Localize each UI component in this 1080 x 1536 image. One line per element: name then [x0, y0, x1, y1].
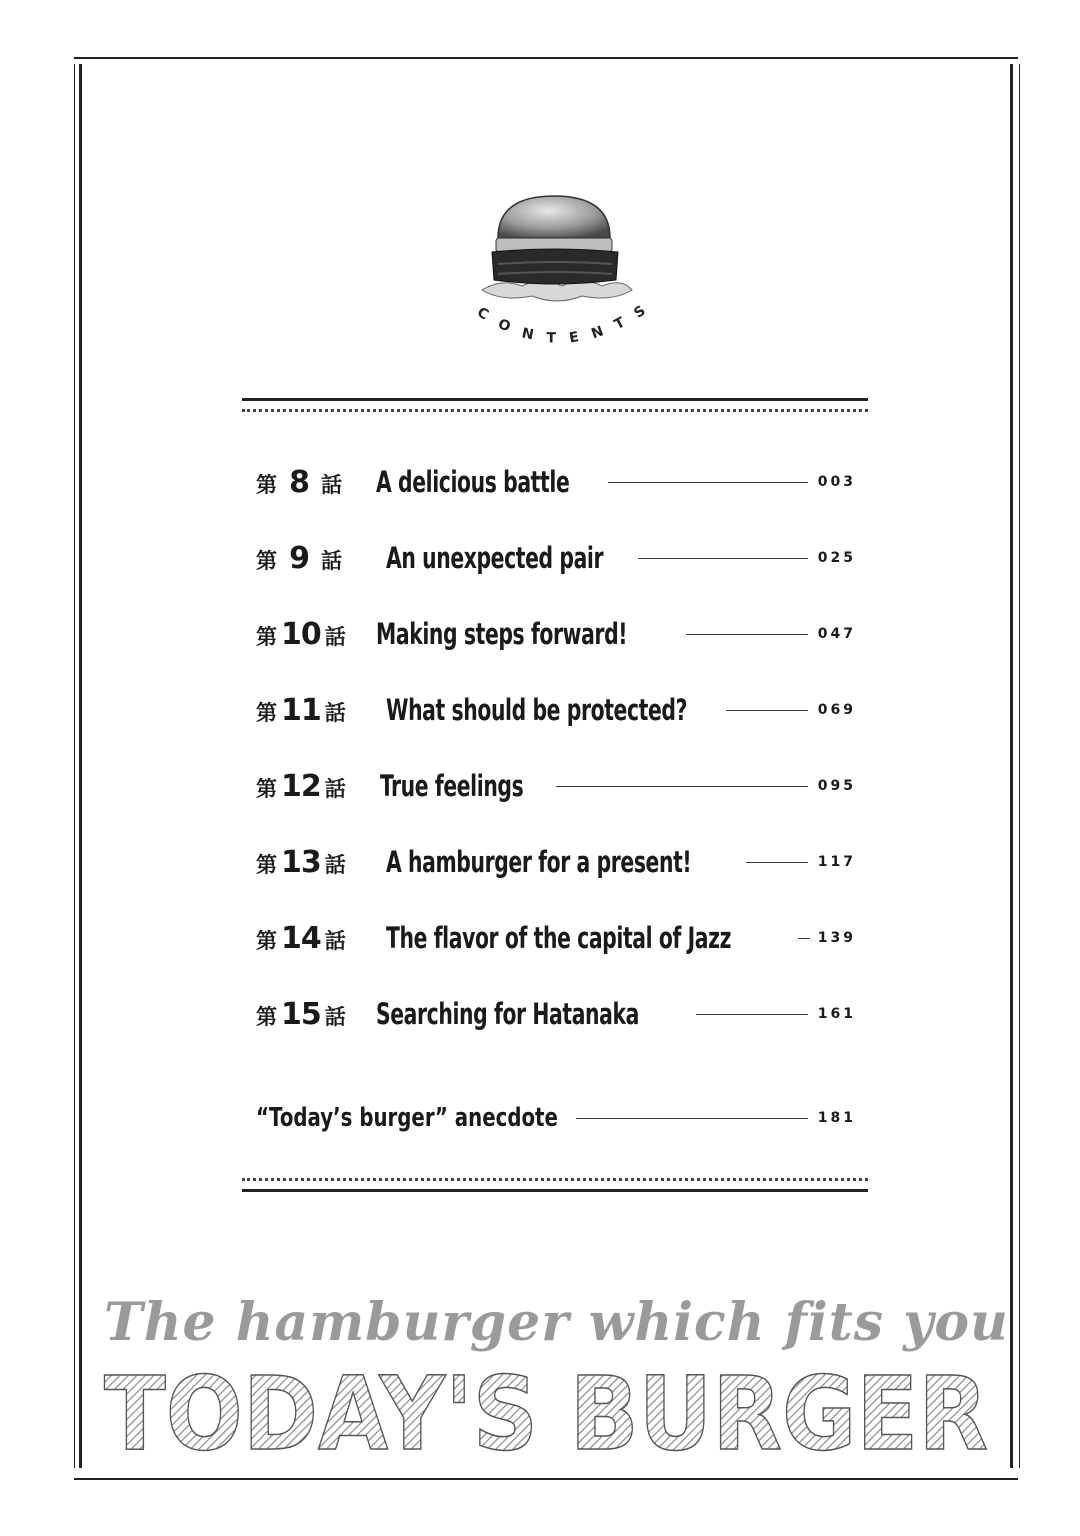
- leader-line: [696, 1014, 808, 1015]
- svg-text:CONTENTS: [474, 295, 660, 347]
- chapter-number: 第 10 話: [256, 616, 346, 652]
- toc-row[interactable]: [256, 916, 856, 960]
- leader-line: [638, 558, 808, 559]
- leader-line: [686, 634, 808, 635]
- toc-row[interactable]: [256, 612, 856, 656]
- chapter-number: 第 11 話: [256, 692, 346, 728]
- leader-line: [576, 1118, 808, 1119]
- list-rule-top-dotted: [242, 409, 868, 412]
- toc-row[interactable]: [256, 764, 856, 808]
- leader-line: [726, 710, 808, 711]
- chapter-title: A delicious battle: [376, 465, 570, 499]
- toc-row[interactable]: [256, 460, 856, 504]
- list-rule-top-solid: [242, 398, 868, 401]
- chapter-number: 第 9 話: [256, 540, 342, 576]
- page-number: 025: [817, 550, 856, 566]
- toc-row[interactable]: [256, 992, 856, 1036]
- chapter-number: 第 8 話: [256, 464, 342, 500]
- page-number: 047: [817, 626, 856, 642]
- leader-line: [798, 938, 810, 939]
- chapter-number: 第 14 話: [256, 920, 346, 956]
- page-number: 003: [817, 474, 856, 490]
- leader-line: [746, 862, 808, 863]
- bottom-rule: [74, 1478, 1018, 1480]
- chapter-title: Making steps forward!: [376, 617, 628, 651]
- contents-heading: [450, 280, 670, 370]
- page-number: 181: [817, 1110, 856, 1126]
- anecdote-title: “Today’s burger” anecdote: [256, 1103, 558, 1133]
- toc-row[interactable]: [256, 536, 856, 580]
- toc-row-anecdote[interactable]: [256, 1096, 856, 1140]
- chapter-title: True feelings: [380, 769, 524, 803]
- chapter-title: Searching for Hatanaka: [376, 997, 639, 1031]
- chapter-number: 第 12 話: [256, 768, 346, 804]
- chapter-title: An unexpected pair: [386, 541, 604, 575]
- chapter-number: 第 15 話: [256, 996, 346, 1032]
- toc-row[interactable]: [256, 688, 856, 732]
- page-number: 117: [817, 854, 856, 870]
- chapter-title: The flavor of the capital of Jazz: [386, 921, 732, 955]
- series-subtitle: The hamburger which fits you: [104, 1292, 1009, 1353]
- leader-line: [556, 786, 808, 787]
- page-number: 161: [817, 1006, 856, 1022]
- main-title-text: TODAY'S BURGER: [104, 1355, 988, 1474]
- chapter-number: 第 13 話: [256, 844, 346, 880]
- chapter-title: A hamburger for a present!: [386, 845, 692, 879]
- page-number: 069: [817, 702, 856, 718]
- series-title: [104, 1355, 994, 1474]
- page-number: 139: [817, 930, 856, 946]
- chapter-title: What should be protected?: [386, 693, 687, 727]
- leader-line: [608, 482, 808, 483]
- list-rule-bottom-dotted: [242, 1178, 868, 1181]
- toc-row[interactable]: [256, 840, 856, 884]
- contents-label: CONTENTS: [474, 294, 661, 347]
- top-rule: [74, 57, 1018, 59]
- page-number: 095: [817, 778, 856, 794]
- list-rule-bottom-solid: [242, 1189, 868, 1192]
